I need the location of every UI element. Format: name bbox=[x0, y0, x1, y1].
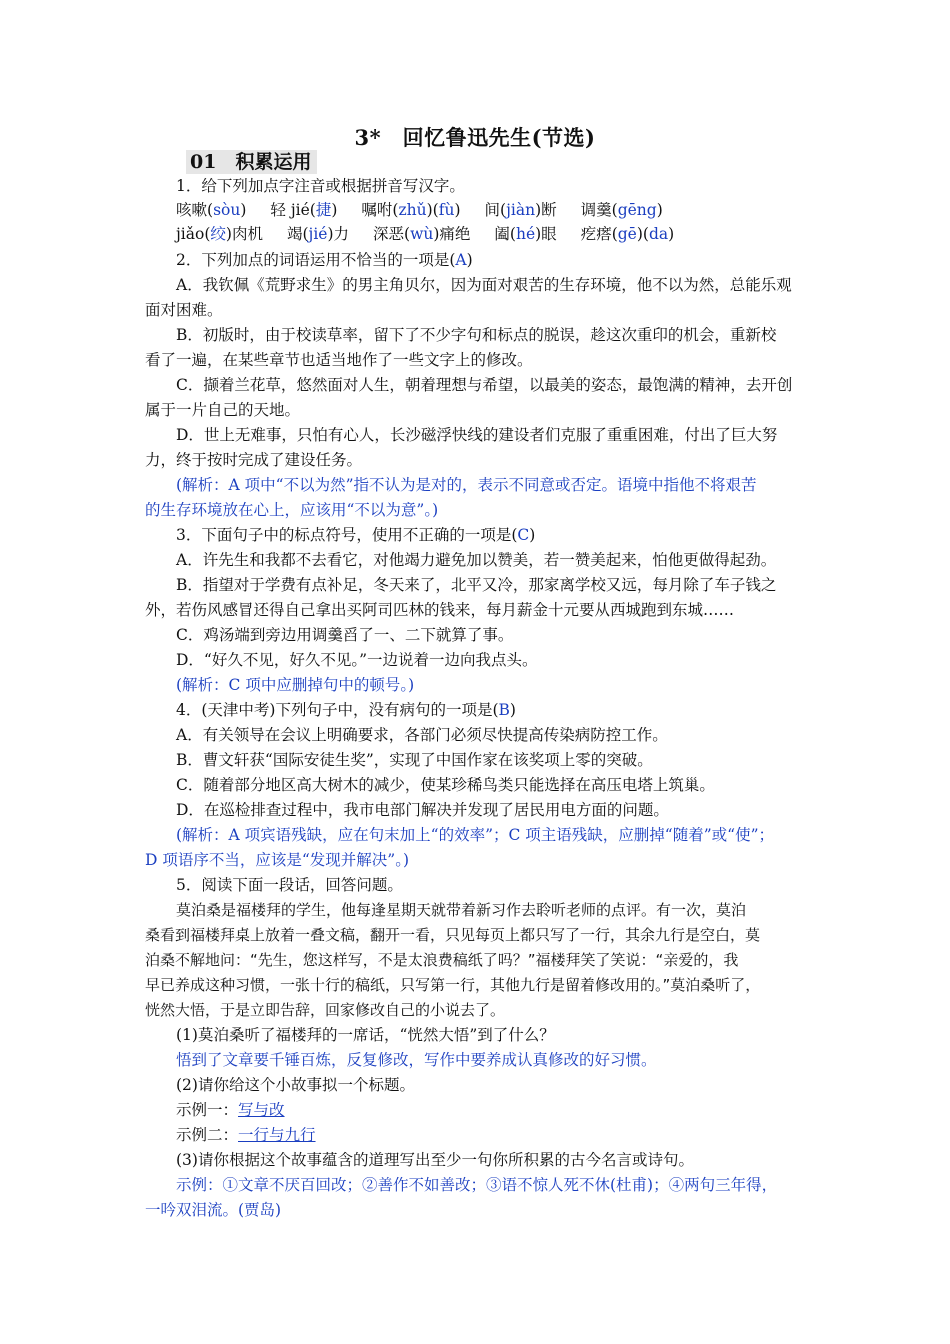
q3-stem-close: ) bbox=[529, 526, 536, 544]
q1-item bbox=[581, 201, 663, 219]
q4-option-a: A．有关领导在会议上明确要求，各部门必须尽快提高传染病防控工作。 bbox=[176, 726, 668, 744]
q1-item bbox=[176, 225, 263, 243]
q2-stem-text: 2．下列加点的词语运用不恰当的一项是( bbox=[176, 251, 456, 269]
q2-option-a-cont: 面对困难。 bbox=[145, 301, 223, 319]
q3-option-c: C．鸡汤端到旁边用调羹舀了一、二下就算了事。 bbox=[176, 626, 514, 644]
q2-option-d: D．世上无难事，只怕有心人，长沙磁浮快线的建设者们克服了重重困难，付出了巨大努 bbox=[176, 426, 778, 444]
q5-sub3-answer-cont: 一吟双泪流。(贾岛) bbox=[145, 1201, 282, 1219]
q2-explanation: (解析：A 项中“不以为然”指不认为是对的，表示不同意或否定。语境中指他不将艰苦 bbox=[176, 476, 757, 494]
q1-text: ) bbox=[331, 201, 338, 219]
q2-option-c-cont: 属于一片自己的天地。 bbox=[145, 401, 301, 419]
q4-answer: B bbox=[498, 701, 510, 719]
q1-text: ) bbox=[240, 201, 247, 219]
example-answer: 一行与九行 bbox=[238, 1126, 316, 1144]
q5-passage-line: 泊桑不解地问：“先生，您这样写，不是太浪费稿纸了吗？”福楼拜笑了笑说：“亲爱的，我 bbox=[145, 951, 739, 969]
q1-answer: 捷 bbox=[315, 201, 332, 219]
q1-text: 嘱咐( bbox=[361, 201, 399, 219]
q1-text: )痛绝 bbox=[433, 225, 471, 243]
q1-text: 轻 jié( bbox=[270, 201, 316, 219]
q2-stem bbox=[176, 248, 815, 273]
q4-explanation: (解析：A 项宾语残缺，应在句末加上“的效率”；C 项主语残缺，应删掉“随着”或“使”； bbox=[176, 826, 775, 844]
q1-item bbox=[373, 225, 470, 243]
q2-option-a: A．我钦佩《荒野求生》的男主角贝尔，因为面对艰苦的生存环境，他不以为然，总能乐观 bbox=[176, 276, 792, 294]
q1-answer: zhǔ bbox=[398, 201, 427, 219]
q1-text: 间( bbox=[484, 201, 507, 219]
q1-text: )力 bbox=[327, 225, 350, 243]
example-answer: 写与改 bbox=[238, 1101, 285, 1119]
q3-option-a: A．许先生和我都不去看它，对他竭力避免加以赞美，若一赞美起来，怕他更做得起劲。 bbox=[176, 551, 777, 569]
q1-text: )肉机 bbox=[225, 225, 263, 243]
page-title: 3* 回忆鲁迅先生(节选) bbox=[354, 125, 596, 150]
q5-sub1-question: (1)莫泊桑听了福楼拜的一席话，“恍然大悟”到了什么？ bbox=[176, 1026, 555, 1044]
q1-answer: da bbox=[648, 225, 669, 243]
q1-text: ) bbox=[656, 201, 663, 219]
q1-item bbox=[494, 225, 556, 243]
q1-item bbox=[581, 225, 675, 243]
q4-option-c: C．随着部分地区高大树木的减少，使某珍稀鸟类只能选择在高压电塔上筑巢。 bbox=[176, 776, 715, 794]
q5-passage-line: 桑看到福楼拜桌上放着一叠文稿，翻开一看，只见每页上都只写了一行，其余九行是空白，莫 bbox=[145, 926, 761, 944]
q1-row-1 bbox=[176, 198, 815, 223]
q1-answer: gē bbox=[617, 225, 637, 243]
q3-option-d: D．“好久不见，好久不见。”一边说着一边向我点头。 bbox=[176, 651, 538, 669]
q5-sub3-question: (3)请你根据这个故事蕴含的道理写出至少一句你所积累的古今名言或诗句。 bbox=[176, 1151, 694, 1169]
q5-stem: 5．阅读下面一段话，回答问题。 bbox=[176, 876, 403, 894]
q4-stem-text: 4．(天津中考)下列句子中，没有病句的一项是( bbox=[176, 701, 499, 719]
q4-explanation-cont: D 项语序不当，应该是“发现并解决”。) bbox=[145, 851, 410, 869]
example-label: 示例二： bbox=[176, 1126, 239, 1144]
q1-text: 竭( bbox=[286, 225, 309, 243]
example-label: 示例一： bbox=[176, 1101, 239, 1119]
q1-item bbox=[485, 201, 557, 219]
q1-row-2 bbox=[176, 222, 815, 247]
q1-stem: 1．给下列加点字注音或根据拼音写汉字。 bbox=[176, 177, 465, 195]
q1-answer: fù bbox=[438, 201, 455, 219]
q3-answer: C bbox=[517, 526, 530, 544]
q1-item bbox=[176, 201, 246, 219]
q5-passage-line: 恍然大悟，于是立即告辞，回家修改自己的小说去了。 bbox=[145, 1001, 506, 1019]
q2-stem-close: ) bbox=[466, 251, 473, 269]
q1-text: )( bbox=[636, 225, 649, 243]
q1-text: jiǎo( bbox=[176, 225, 211, 243]
q1-text: 调羹( bbox=[580, 201, 618, 219]
q1-text: ) bbox=[454, 201, 461, 219]
q4-stem-close: ) bbox=[509, 701, 516, 719]
q2-answer: A bbox=[455, 251, 467, 269]
q4-option-b: B．曹文轩获“国际安徒生奖”，实现了中国作家在该奖项上零的突破。 bbox=[176, 751, 653, 769]
q3-option-b-cont: 外，若伤风感冒还得自己拿出买阿司匹林的钱来，每月薪金十元要从西城跑到东城…… bbox=[145, 601, 735, 619]
q1-item bbox=[287, 225, 349, 243]
q5-sub3-answer: 示例：①文章不厌百回改；②善作不如善改；③语不惊人死不休(杜甫)；④两句三年得， bbox=[176, 1176, 778, 1194]
q2-option-c: C．撷着兰花草，悠然面对人生，朝着理想与希望，以最美的姿态，最饱满的精神，去开创 bbox=[176, 376, 793, 394]
q1-item bbox=[361, 201, 460, 219]
q1-answer: jié bbox=[308, 225, 328, 243]
q5-sub2-example-2 bbox=[176, 1123, 815, 1148]
q5-sub1-answer: 悟到了文章要千锤百炼，反复修改，写作中要养成认真修改的好习惯。 bbox=[176, 1051, 657, 1069]
q1-text: 疙瘩( bbox=[580, 225, 618, 243]
q5-passage-line: 莫泊桑是福楼拜的学生，他每逢星期天就带着新习作去聆听老师的点评。有一次，莫泊 bbox=[176, 901, 747, 919]
q1-text: 阖( bbox=[494, 225, 516, 243]
q1-text: ) bbox=[668, 225, 675, 243]
q4-option-d: D．在巡检排查过程中，我市电部门解决并发现了居民用电方面的问题。 bbox=[176, 801, 669, 819]
q3-option-b: B．指望对于学费有点补足，冬天来了，北平又冷，那家离学校又远，每月除了车子钱之 bbox=[176, 576, 777, 594]
q1-text: )断 bbox=[535, 201, 557, 219]
q1-answer: sòu bbox=[213, 201, 241, 219]
q1-item bbox=[270, 201, 337, 219]
q1-text: )眼 bbox=[535, 225, 557, 243]
q1-answer: hé bbox=[515, 225, 536, 243]
q5-passage-line: 早已养成这种习惯，一张十行的稿纸，只写第一行，其他九行是留着修改用的。”莫泊桑听了， bbox=[145, 976, 761, 994]
q1-answer: gēng bbox=[617, 201, 657, 219]
q1-text: 咳嗽( bbox=[176, 201, 214, 219]
q1-text: )( bbox=[426, 201, 439, 219]
q1-text: 深恶( bbox=[373, 225, 411, 243]
q1-answer: 绞 bbox=[210, 225, 226, 243]
q3-stem bbox=[176, 523, 815, 548]
q2-explanation-cont: 的生存环境放在心上，应该用“不以为意”。) bbox=[145, 501, 439, 519]
q5-sub2-question: (2)请你给这个小故事拟一个标题。 bbox=[176, 1076, 415, 1094]
q1-answer: wù bbox=[410, 225, 434, 243]
q3-stem-text: 3．下面句子中的标点符号，使用不正确的一项是( bbox=[176, 526, 518, 544]
section-heading: 01 积累运用 bbox=[186, 150, 317, 174]
q2-option-b: B．初版时，由于校读草率，留下了不少字句和标点的脱误，趁这次重印的机会，重新校 bbox=[176, 326, 777, 344]
q3-explanation: (解析：C 项中应删掉句中的顿号。) bbox=[176, 676, 415, 694]
q2-option-d-cont: 力，终于按时完成了建设任务。 bbox=[145, 451, 363, 469]
q5-sub2-example-1 bbox=[176, 1098, 815, 1123]
q4-stem bbox=[176, 698, 815, 723]
q2-option-b-cont: 看了一遍，在某些章节也适当地作了一些文字上的修改。 bbox=[145, 351, 533, 369]
q1-answer: jiàn bbox=[506, 201, 536, 219]
